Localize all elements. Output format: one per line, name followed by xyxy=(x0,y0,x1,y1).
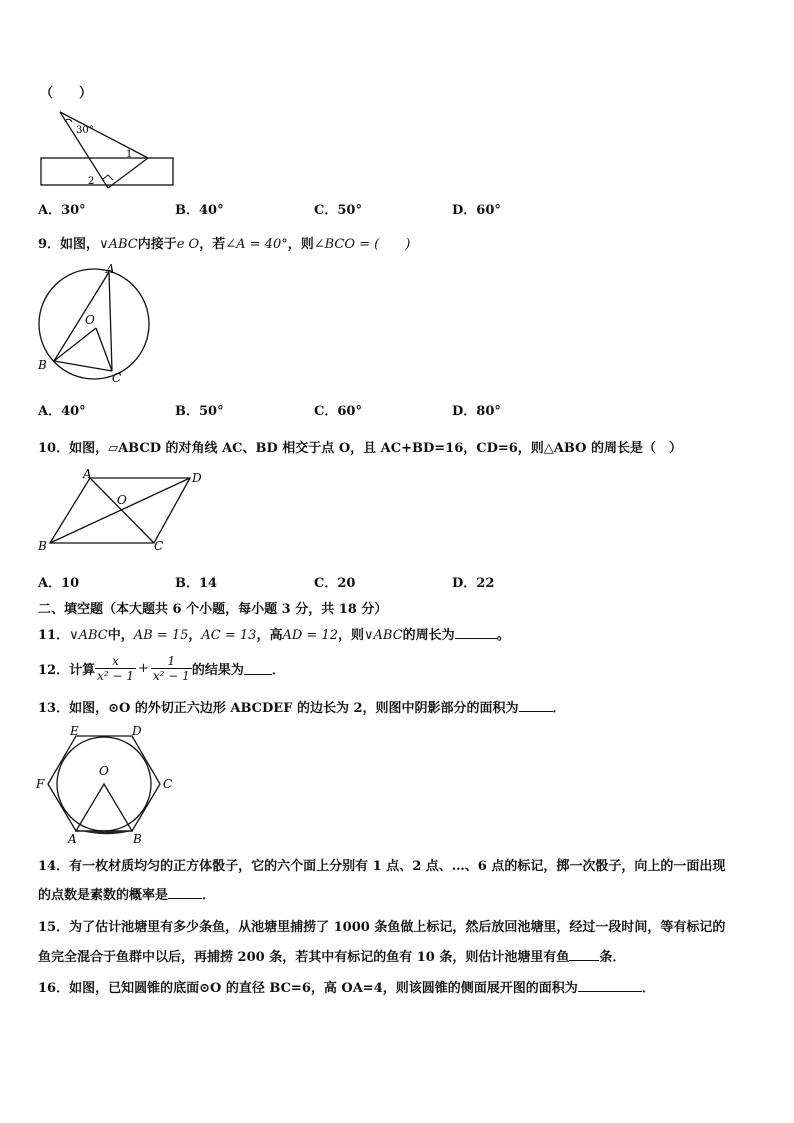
q8-option-c: C．50° xyxy=(314,203,362,218)
q12-denominator-2: x² − 1 xyxy=(152,668,190,683)
q9-figure xyxy=(34,262,154,386)
q9-text-d: ，则 xyxy=(287,237,314,252)
q12-plus: + xyxy=(138,660,149,676)
q13-end: ． xyxy=(552,701,566,716)
q11-answer-blank[interactable] xyxy=(455,626,497,639)
q10-option-c: C．20 xyxy=(314,576,356,591)
q8-option-b: B．40° xyxy=(175,203,224,218)
q9-option-a: A．40° xyxy=(38,404,86,419)
q12-answer-blank[interactable] xyxy=(244,662,272,675)
q10-label-b: B xyxy=(38,539,47,553)
q12-tail: 的结果为 xyxy=(191,662,244,678)
section-2-heading: 二、填空题（本大题共 6 个小题，每小题 3 分，共 18 分） xyxy=(38,602,388,617)
q13-label-b: B xyxy=(133,832,142,846)
q11-ad: AD = 12 xyxy=(282,628,338,643)
q12-numerator-1: x xyxy=(95,654,136,669)
q9-text-b: 内接于 xyxy=(137,237,177,252)
q11-comma: ， xyxy=(188,628,202,643)
q9-label-o: O xyxy=(85,313,95,327)
q13-figure xyxy=(34,722,184,847)
q15-answer-blank[interactable] xyxy=(569,948,599,961)
q11-tail: 的周长为 xyxy=(402,628,455,643)
q8-option-d: D．60° xyxy=(452,203,501,218)
q8-angle-1-label: 1 xyxy=(126,149,133,160)
q13-label-d: D xyxy=(132,724,142,738)
q11-number: 11． xyxy=(38,628,70,643)
q15-line-2-text: 鱼完全混合于鱼群中以后，再捕捞 200 条，若其中有标记的鱼有 10 条，则估计池塘里有鱼 xyxy=(38,950,570,965)
q11-ask: ，则 xyxy=(338,628,365,643)
q9-number: 9． xyxy=(38,237,61,252)
q14-end: ． xyxy=(202,888,216,903)
q12-number: 12．计算 xyxy=(38,662,96,678)
q14-line-2 xyxy=(38,884,215,903)
q16-text: 16．如图，已知圆锥的底面⊙O 的直径 BC=6，高 OA=4，则该圆锥的侧面展开图的面积为 xyxy=(38,981,578,996)
q10-figure xyxy=(36,466,211,556)
q14-answer-blank[interactable] xyxy=(168,886,202,899)
q13-label-e: E xyxy=(70,724,79,738)
q9-condition: ∠A = 40° xyxy=(225,237,288,252)
q12-numerator-2: 1 xyxy=(151,654,192,669)
q13-stem xyxy=(38,697,566,716)
q11-end: 。 xyxy=(496,628,510,643)
q8-angle-30-label: 30° xyxy=(76,125,94,136)
q10-label-c: C xyxy=(154,539,164,553)
q11-height: ，高 xyxy=(256,628,283,643)
q9-text-a: 如图， xyxy=(60,237,100,252)
q10-label-o: O xyxy=(117,493,127,507)
q13-answer-blank[interactable] xyxy=(519,699,553,712)
q16-end: ． xyxy=(641,981,655,996)
q14-line-2-text: 的点数是素数的概率是 xyxy=(38,888,169,903)
q9-triangle: ∨ABC xyxy=(99,237,138,252)
q10-option-b: B．14 xyxy=(175,576,218,591)
q8-paren: （ ） xyxy=(40,86,93,101)
q9-option-c: C．60° xyxy=(314,404,362,419)
q11-stem xyxy=(38,624,510,643)
q9-text-c: ，若 xyxy=(199,237,226,252)
q16-stem xyxy=(38,977,655,996)
q11-triangle: ∨ABC xyxy=(69,628,108,643)
q10-option-a: A．10 xyxy=(38,576,80,591)
q11-ab: AB = 15 xyxy=(133,628,189,643)
q13-label-a: A xyxy=(68,832,77,846)
q13-label-c: C xyxy=(163,777,173,791)
q8-figure xyxy=(36,108,181,190)
q15-end: 条． xyxy=(599,950,626,965)
q11-mid: 中， xyxy=(107,628,134,643)
q12-end: ． xyxy=(271,662,285,678)
q12-stem xyxy=(38,650,285,686)
q11-ac: AC = 13 xyxy=(201,628,257,643)
q12-denominator-1: x² − 1 xyxy=(97,668,134,683)
q11-triangle-2: ∨ABC xyxy=(364,628,403,643)
q9-circle: e O xyxy=(176,237,200,252)
q10-stem: 10．如图，▱ABCD 的对角线 AC、BD 相交于点 O，且 AC+BD=16，CD=6，则△ABO 的周长是（ ） xyxy=(38,441,682,456)
q13-text: 13．如图，⊙O 的外切正六边形 ABCDEF 的边长为 2，则图中阴影部分的面积为 xyxy=(38,701,519,716)
q9-label-b: B xyxy=(38,358,47,372)
q9-option-d: D．80° xyxy=(452,404,501,419)
q9-stem xyxy=(38,233,410,252)
q9-option-b: B．50° xyxy=(175,404,224,419)
q8-option-a: A．30° xyxy=(38,203,86,218)
q10-option-d: D．22 xyxy=(452,576,495,591)
q9-ask: ∠BCO = ( ) xyxy=(313,237,411,252)
q16-answer-blank[interactable] xyxy=(578,979,642,992)
q9-label-c: C xyxy=(112,371,122,385)
q10-label-d: D xyxy=(192,471,202,485)
q15-line-2 xyxy=(38,946,625,965)
q10-label-a: A xyxy=(83,467,92,481)
q13-label-o: O xyxy=(99,764,109,778)
q15-line-1: 15．为了估计池塘里有多少条鱼，从池塘里捕捞了 1000 条鱼做上标记，然后放回池塘里，经过一段时间，等有标记的 xyxy=(38,920,726,935)
q12-fraction-2 xyxy=(151,654,192,683)
q8-angle-2-label: 2 xyxy=(88,176,95,187)
q12-fraction-1 xyxy=(95,654,136,683)
q14-line-1: 14．有一枚材质均匀的正方体骰子，它的六个面上分别有 1 点、2 点、…、6 点的标记，掷一次骰子，向上的一面出现 xyxy=(38,859,726,874)
q13-label-f: F xyxy=(36,777,45,791)
q9-label-a: A xyxy=(106,262,115,276)
